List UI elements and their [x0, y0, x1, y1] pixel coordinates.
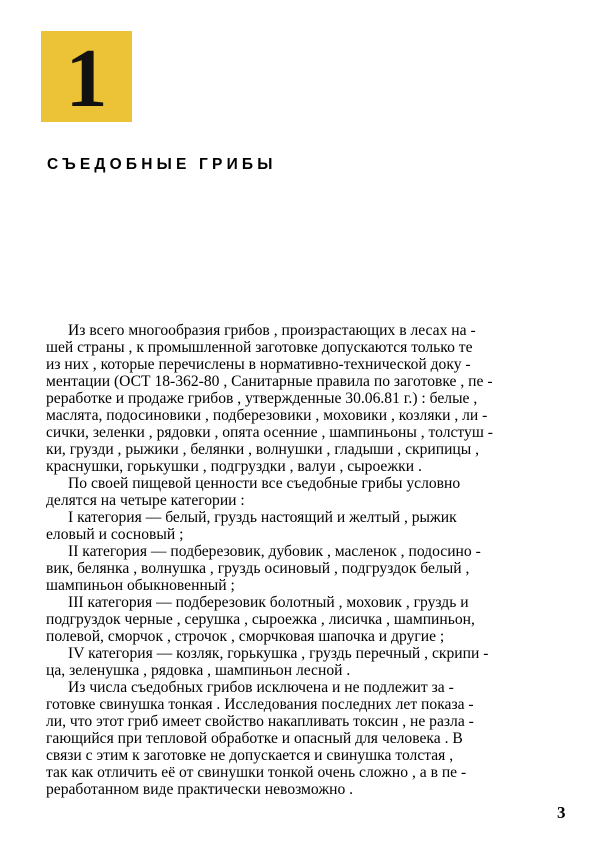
- chapter-number-badge: [41, 31, 132, 125]
- body-line: ментации (ОСТ 18-362-80 , Санитарные правила по заготовке , пе -: [46, 373, 493, 390]
- body-line: реработке и продаже грибов , утвержденные 30.06.81 г.) : белые ,: [46, 390, 478, 407]
- body-line: Из всего многообразия грибов , произрастающих в лесах на -: [68, 322, 476, 339]
- body-line: По своей пищевой ценности все съедобные грибы условно: [68, 475, 461, 492]
- body-line: ца, зеленушка , рядовка , шампиньон лесной .: [46, 662, 351, 679]
- body-line: так как отличить её от свинушки тонкой очень сложно , а в пе -: [46, 764, 467, 781]
- chapter-number: 1: [65, 31, 108, 125]
- body-line: подгруздок черные , серушка , сыроежка , лисичка , шампиньон,: [46, 611, 475, 628]
- body-line: еловый и сосновый ;: [46, 526, 184, 543]
- body-line: шампиньон обыкновенный ;: [46, 577, 235, 594]
- body-line: III категория — подберезовик болотный , моховик , груздь и: [68, 594, 469, 611]
- body-line: связи с этим к заготовке не допускается и свинушка толстая ,: [46, 747, 454, 764]
- body-line: делятся на четыре категории :: [46, 492, 245, 509]
- body-line: реработанном виде практически невозможно .: [46, 781, 354, 798]
- page-number: 3: [557, 803, 566, 822]
- section-title: СЪЕДОБНЫЕ ГРИБЫ: [47, 156, 277, 173]
- body-line: маслята, подосиновики , подберезовики , моховики , козляки , ли -: [46, 407, 488, 424]
- body-line: полевой, сморчок , строчок , сморчковая шапочка и другие ;: [46, 628, 445, 645]
- body-line: из них , которые перечислены в нормативно-технической доку -: [46, 356, 471, 373]
- body-text: [42, 322, 570, 798]
- body-line: IV категория — козляк, горькушка , груздь перечный , скрипи -: [68, 645, 489, 662]
- body-line: Из числа съедобных грибов исключена и не подлежит за -: [68, 679, 454, 696]
- body-line: ки, грузди , рыжики , белянки , волнушки , гладыши , скрипицы ,: [46, 441, 480, 458]
- body-line: ли, что этот гриб имеет свойство накапливать токсин , не разла -: [46, 713, 474, 730]
- body-line: краснушки, горькушки , подгруздки , валуи , сыроежки .: [46, 458, 422, 475]
- body-line: гающийся при тепловой обработке и опасный для человека . В: [46, 730, 463, 747]
- body-line: вик, белянка , волнушка , груздь осиновый , подгруздок белый ,: [46, 560, 470, 577]
- body-line: готовке свинушка тонкая . Исследования последних лет показа -: [46, 696, 474, 713]
- body-line: шей страны , к промышленной заготовке допускаются только те: [46, 339, 473, 356]
- body-line: сички, зеленки , рядовки , опята осенние , шампиньоны , толстуш -: [46, 424, 493, 441]
- body-line: II категория — подберезовик, дубовик , масленок , подосино -: [68, 543, 481, 560]
- body-line: I категория — белый, груздь настоящий и желтый , рыжик: [68, 509, 457, 526]
